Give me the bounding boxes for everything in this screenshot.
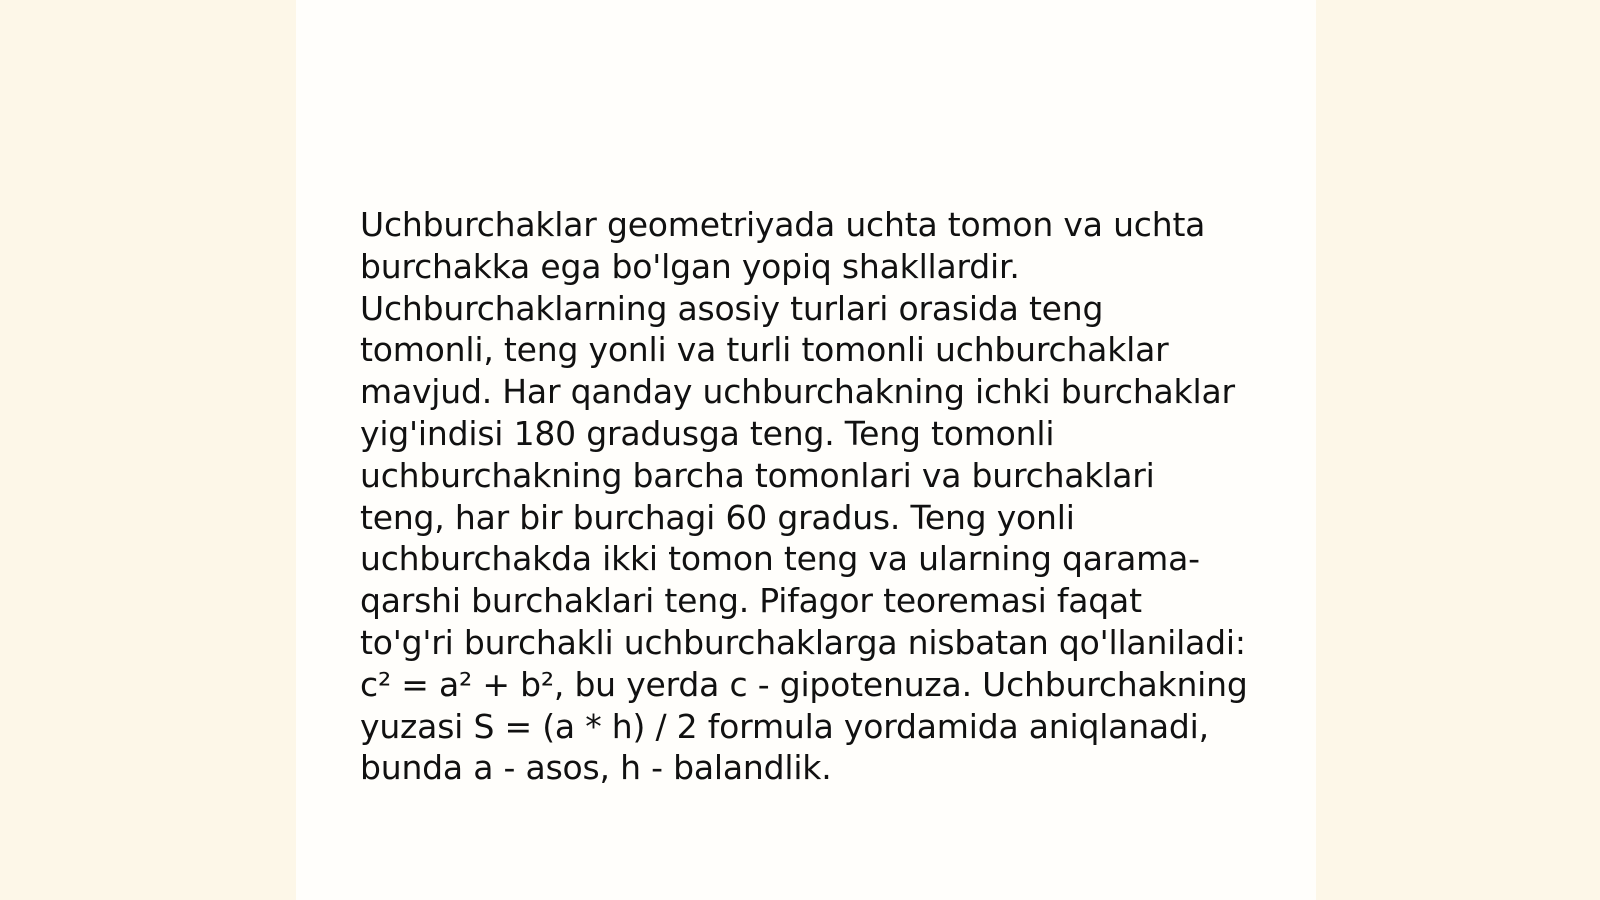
body-paragraph: Uchburchaklar geometriyada uchta tomon va uchta burchakka ega bo'lgan yopiq shakllardir. Uchburchaklarning asosiy turlari orasida teng tomonli, teng yonli va turli tomonli uchburchaklar mavjud. Har qanday uchburchakning ichki burchaklar yig'indisi 180 gradusga teng. Teng tomonli uchburchakning barcha tomonlari va burchaklari teng, har bir burchagi 60 gradus. Teng yonli uchburchakda ikki tomon teng va ularning qarama- qarshi burchaklari teng. Pifagor teoremasi faqat to'g'ri burchakli uchburchaklarga nisbatan qo'llaniladi: c² = a² + b², bu yerda c - gipotenuza. Uchburchakning yuzasi S = (a * h) / 2 formula yordamida aniqlanadi, bunda a - asos, h - balandlik. [360,205,1248,788]
document-page [296,0,1316,900]
